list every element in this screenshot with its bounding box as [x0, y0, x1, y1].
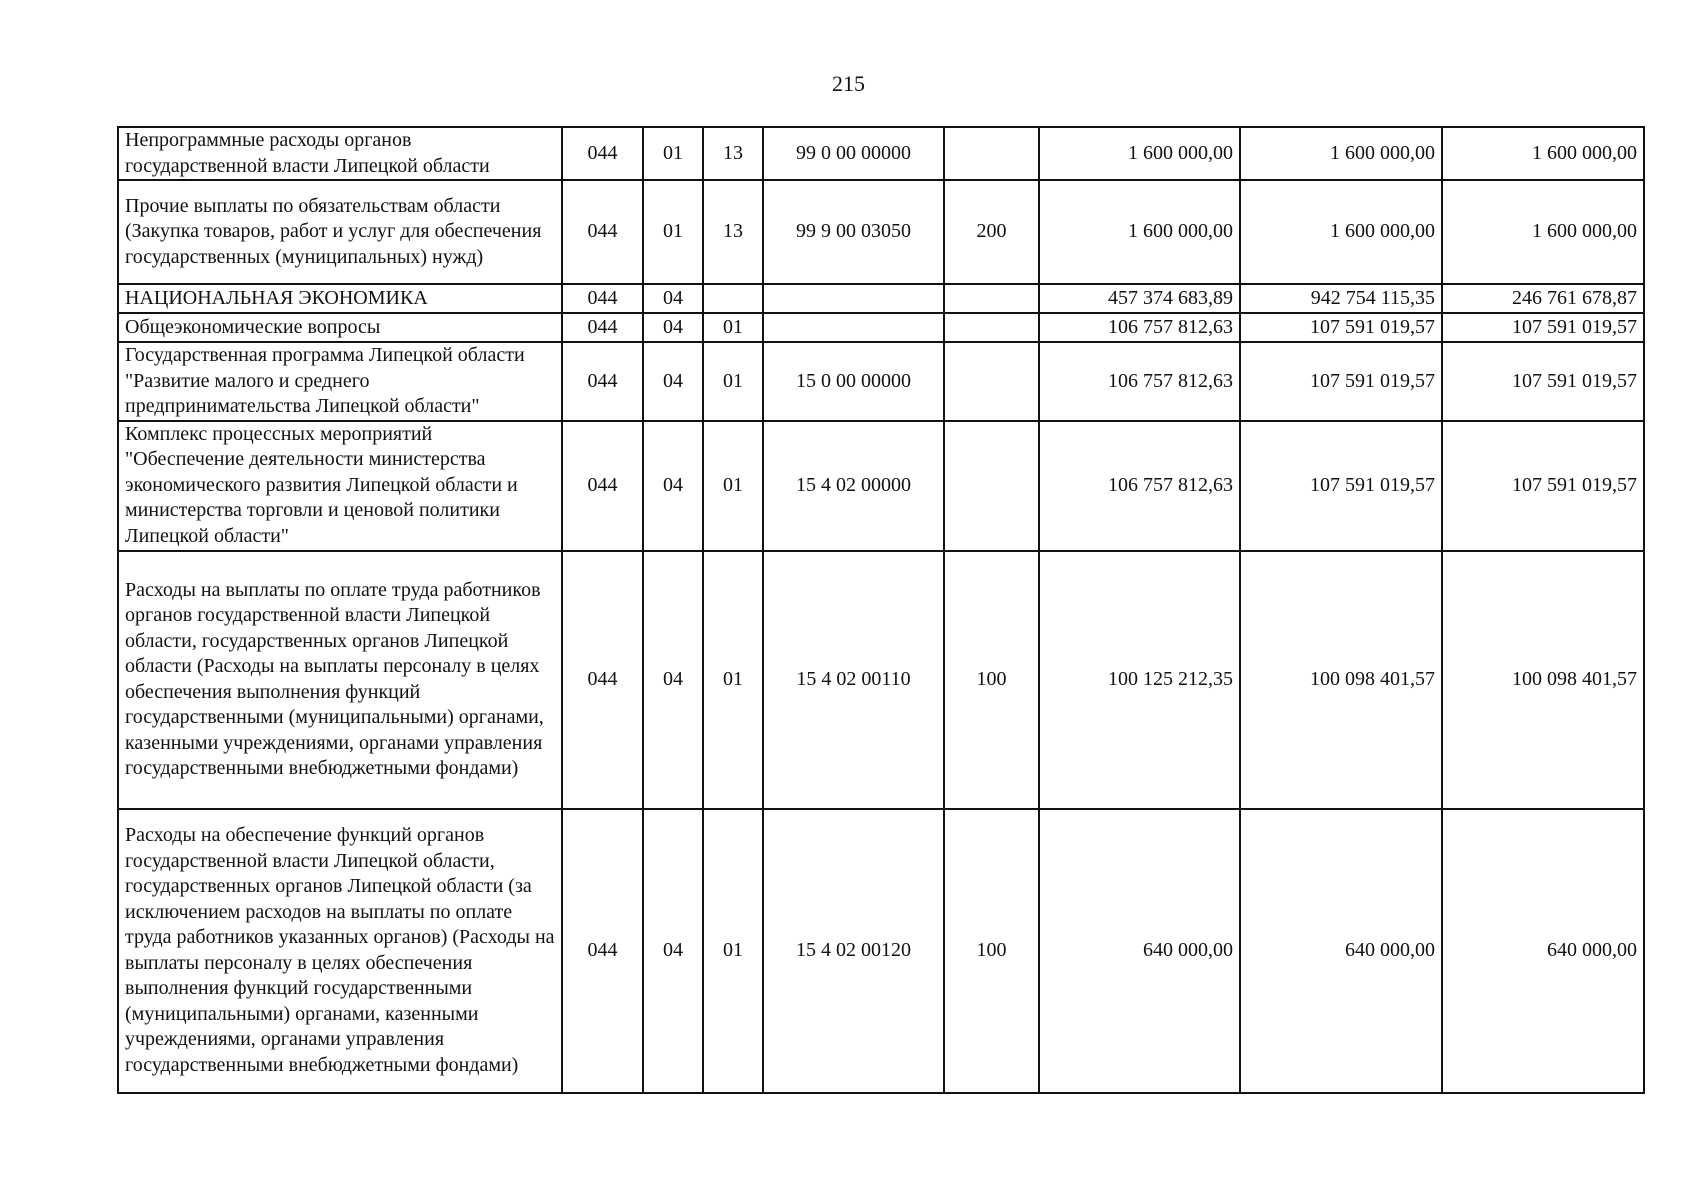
- row-name: Расходы на выплаты по оплате труда работников органов государственной власти Липецкой области, государственных органов Липецкой области (Расходы на выплаты персоналу в целях обеспечения выполнения функций государственными (муниципальными) органами, казенными учреждениями, органами управления государственными внебюджетными фондами): [118, 551, 562, 809]
- row-name: Комплекс процессных мероприятий "Обеспечение деятельности министерства экономического развития Липецкой области и министерства торговли и ценовой политики Липецкой области": [118, 421, 562, 551]
- subsection-code: 01: [703, 342, 763, 421]
- section-code: 04: [643, 421, 703, 551]
- expense-type-code: [944, 127, 1039, 180]
- section-code: 04: [643, 342, 703, 421]
- table-row: [118, 809, 1644, 1093]
- target-article-code: [763, 313, 944, 342]
- amount-year-2: 100 098 401,57: [1240, 551, 1442, 809]
- expense-type-code: 200: [944, 180, 1039, 284]
- target-article-code: 15 4 02 00120: [763, 809, 944, 1093]
- ministry-code: 044: [562, 342, 643, 421]
- amount-year-2: 1 600 000,00: [1240, 127, 1442, 180]
- target-article-code: 99 0 00 00000: [763, 127, 944, 180]
- amount-year-2: 107 591 019,57: [1240, 313, 1442, 342]
- expense-type-code: [944, 313, 1039, 342]
- row-name: Непрограммные расходы органов государственной власти Липецкой области: [118, 127, 562, 180]
- section-code: 04: [643, 551, 703, 809]
- table-row: [118, 421, 1644, 551]
- ministry-code: 044: [562, 551, 643, 809]
- amount-year-1: 106 757 812,63: [1039, 342, 1240, 421]
- expense-type-code: 100: [944, 551, 1039, 809]
- row-name: Государственная программа Липецкой области "Развитие малого и среднего предпринимательства Липецкой области": [118, 342, 562, 421]
- amount-year-3: 1 600 000,00: [1442, 180, 1644, 284]
- budget-table: [117, 126, 1645, 1094]
- amount-year-2: 640 000,00: [1240, 809, 1442, 1093]
- amount-year-1: 106 757 812,63: [1039, 313, 1240, 342]
- amount-year-2: 1 600 000,00: [1240, 180, 1442, 284]
- target-article-code: [763, 284, 944, 313]
- section-code: 04: [643, 809, 703, 1093]
- section-code: 04: [643, 284, 703, 313]
- target-article-code: 99 9 00 03050: [763, 180, 944, 284]
- ministry-code: 044: [562, 180, 643, 284]
- row-name: Общеэкономические вопросы: [118, 313, 562, 342]
- ministry-code: 044: [562, 127, 643, 180]
- table-row: [118, 551, 1644, 809]
- section-code: 01: [643, 180, 703, 284]
- target-article-code: 15 4 02 00110: [763, 551, 944, 809]
- expense-type-code: [944, 342, 1039, 421]
- subsection-code: [703, 284, 763, 313]
- table-row: [118, 342, 1644, 421]
- amount-year-1: 457 374 683,89: [1039, 284, 1240, 313]
- table-row: [118, 180, 1644, 284]
- section-code: 01: [643, 127, 703, 180]
- row-name: Прочие выплаты по обязательствам области (Закупка товаров, работ и услуг для обеспечения государственных (муниципальных) нужд): [118, 180, 562, 284]
- page-number: 215: [832, 71, 865, 96]
- amount-year-3: 107 591 019,57: [1442, 421, 1644, 551]
- table-row: [118, 284, 1644, 313]
- ministry-code: 044: [562, 313, 643, 342]
- target-article-code: 15 0 00 00000: [763, 342, 944, 421]
- amount-year-3: 640 000,00: [1442, 809, 1644, 1093]
- amount-year-3: 107 591 019,57: [1442, 342, 1644, 421]
- amount-year-3: 246 761 678,87: [1442, 284, 1644, 313]
- subsection-code: 13: [703, 180, 763, 284]
- amount-year-1: 640 000,00: [1039, 809, 1240, 1093]
- amount-year-2: 942 754 115,35: [1240, 284, 1442, 313]
- table-body: [118, 127, 1644, 1093]
- section-code: 04: [643, 313, 703, 342]
- table-row: [118, 313, 1644, 342]
- expense-type-code: [944, 284, 1039, 313]
- subsection-code: 01: [703, 313, 763, 342]
- ministry-code: 044: [562, 421, 643, 551]
- table-row: [118, 127, 1644, 180]
- subsection-code: 13: [703, 127, 763, 180]
- amount-year-1: 106 757 812,63: [1039, 421, 1240, 551]
- row-name: НАЦИОНАЛЬНАЯ ЭКОНОМИКА: [118, 284, 562, 313]
- target-article-code: 15 4 02 00000: [763, 421, 944, 551]
- amount-year-1: 1 600 000,00: [1039, 180, 1240, 284]
- subsection-code: 01: [703, 809, 763, 1093]
- amount-year-1: 1 600 000,00: [1039, 127, 1240, 180]
- expense-type-code: [944, 421, 1039, 551]
- row-name: Расходы на обеспечение функций органов государственной власти Липецкой области, государственных органов Липецкой области (за исключением расходов на выплаты по оплате труда работников указанных органов) (Расходы на выплаты персоналу в целях обеспечения выполнения функций государственными (муниципальными) органами, казенными учреждениями, органами управления государственными внебюджетными фондами): [118, 809, 562, 1093]
- ministry-code: 044: [562, 284, 643, 313]
- expense-type-code: 100: [944, 809, 1039, 1093]
- subsection-code: 01: [703, 421, 763, 551]
- amount-year-3: 107 591 019,57: [1442, 313, 1644, 342]
- amount-year-3: 100 098 401,57: [1442, 551, 1644, 809]
- amount-year-1: 100 125 212,35: [1039, 551, 1240, 809]
- amount-year-2: 107 591 019,57: [1240, 342, 1442, 421]
- ministry-code: 044: [562, 809, 643, 1093]
- subsection-code: 01: [703, 551, 763, 809]
- amount-year-2: 107 591 019,57: [1240, 421, 1442, 551]
- amount-year-3: 1 600 000,00: [1442, 127, 1644, 180]
